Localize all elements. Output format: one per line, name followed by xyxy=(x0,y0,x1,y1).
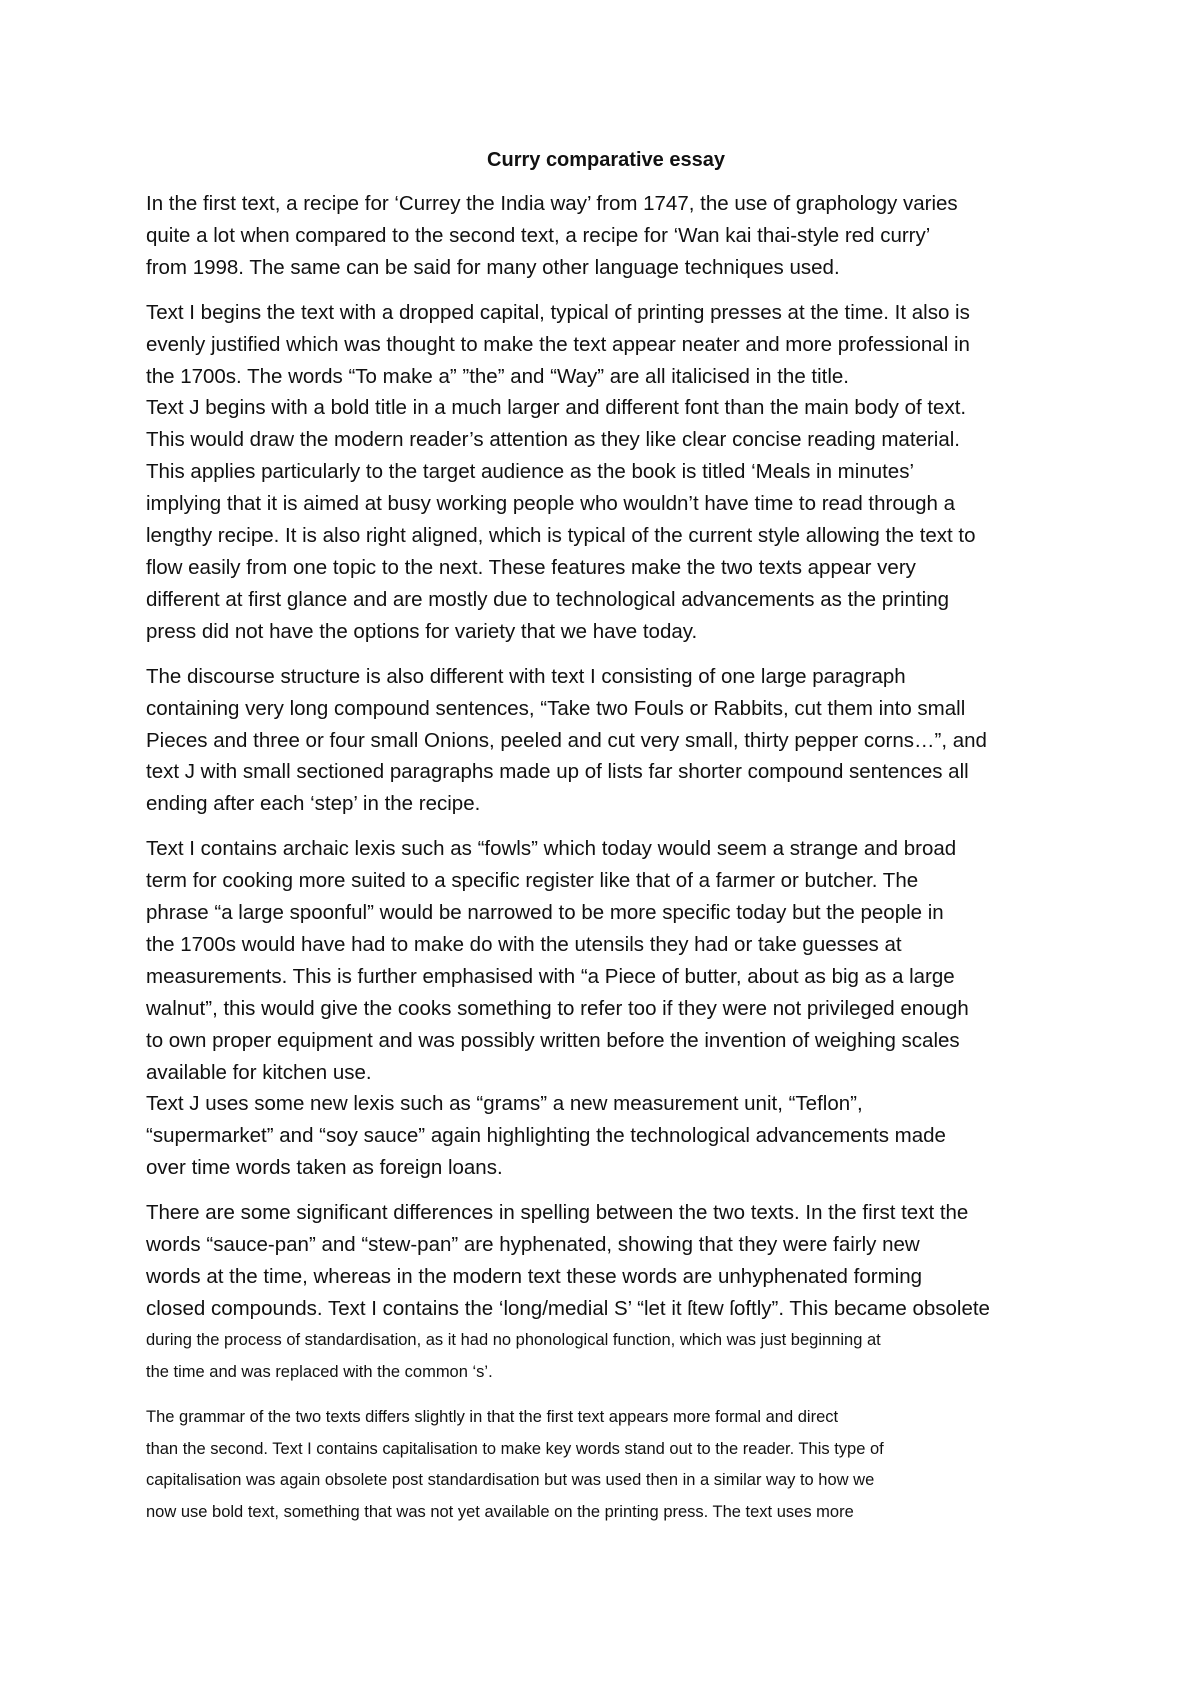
text-line: the 1700s. The words “To make a” ”the” and “Way” are all italicised in the title. xyxy=(146,364,850,388)
document-body xyxy=(146,146,1066,1542)
text-line: now use bold text, something that was not yet available on the printing press. The text uses more xyxy=(146,1503,854,1522)
text-line: Text I begins the text with a dropped capital, typical of printing presses at the time. It also is xyxy=(146,300,970,324)
text-line: This applies particularly to the target audience as the book is titled ‘Meals in minutes’ xyxy=(146,460,915,484)
text-line: from 1998. The same can be said for many other language techniques used. xyxy=(146,255,840,279)
text-line: implying that it is aimed at busy working people who wouldn’t have time to read through a xyxy=(146,492,956,516)
text-line: Text J begins with a bold title in a much larger and different font than the main body of text. xyxy=(146,396,967,420)
text-line: walnut”, this would give the cooks something to refer too if they were not privileged enough xyxy=(146,996,969,1020)
text-line: There are some significant differences in spelling between the two texts. In the first text the xyxy=(146,1201,969,1225)
text-line: In the first text, a recipe for ‘Currey the India way’ from 1747, the use of graphology varies xyxy=(146,192,958,215)
text-line: “supermarket” and “soy sauce” again highlighting the technological advancements made xyxy=(146,1124,946,1148)
text-line: The grammar of the two texts differs slightly in that the first text appears more formal and direct xyxy=(146,1407,839,1426)
paragraph-discourse xyxy=(146,661,1066,821)
text-line: measurements. This is further emphasised with “a Piece of butter, about as big as a large xyxy=(146,964,955,988)
text-line: different at first glance and are mostly due to technological advancements as the printing xyxy=(146,587,950,611)
text-line: flow easily from one topic to the next. These features make the two texts appear very xyxy=(146,555,916,579)
text-line: Text I contains archaic lexis such as “fowls” which today would seem a strange and broad xyxy=(146,837,957,861)
paragraph-spelling xyxy=(146,1197,1066,1388)
paragraph-graphology-text-j xyxy=(146,392,1066,647)
text-line: to own proper equipment and was possibly written before the invention of weighing scales xyxy=(146,1028,960,1052)
text-line: closed compounds. Text I contains the ‘long/medial S’ “let it ſtew ſoftly”. This became obsolete xyxy=(146,1296,990,1320)
text-line: Text J uses some new lexis such as “grams” a new measurement unit, “Teflon”, xyxy=(146,1092,863,1116)
text-line: the 1700s would have had to make do with the utensils they had or take guesses at xyxy=(146,932,902,956)
text-line: over time words taken as foreign loans. xyxy=(146,1156,503,1180)
text-line: press did not have the options for variety that we have today. xyxy=(146,619,698,643)
paragraph-lexis-text-j xyxy=(146,1088,1066,1184)
text-line: term for cooking more suited to a specific register like that of a farmer or butcher. The xyxy=(146,869,919,893)
text-line: ending after each ‘step’ in the recipe. xyxy=(146,792,481,816)
text-line: Pieces and three or four small Onions, peeled and cut very small, thirty pepper corns…”, and xyxy=(146,728,987,752)
text-line: words at the time, whereas in the modern text these words are unhyphenated forming xyxy=(146,1265,923,1288)
text-line: capitalisation was again obsolete post standardisation but was used then in a similar way to how we xyxy=(146,1471,875,1490)
paragraph-graphology-text-i xyxy=(146,297,1066,393)
text-line: available for kitchen use. xyxy=(146,1060,372,1084)
text-line: This would draw the modern reader’s attention as they like clear concise reading material. xyxy=(146,428,960,452)
text-line: The discourse structure is also different with text I consisting of one large paragraph xyxy=(146,664,906,688)
text-line: than the second. Text I contains capitalisation to make key words stand out to the reader. This type of xyxy=(146,1439,884,1458)
text-line: text J with small sectioned paragraphs made up of lists far shorter compound sentences all xyxy=(146,760,969,784)
text-line: containing very long compound sentences, “Take two Fouls or Rabbits, cut them into small xyxy=(146,696,966,720)
text-line: words “sauce-pan” and “stew-pan” are hyphenated, showing that they were fairly new xyxy=(146,1233,920,1257)
text-line: lengthy recipe. It is also right aligned, which is typical of the current style allowing the text to xyxy=(146,524,976,548)
text-line: quite a lot when compared to the second text, a recipe for ‘Wan kai thai-style red curry’ xyxy=(146,223,931,247)
text-line: the time and was replaced with the common ‘s’. xyxy=(146,1362,493,1381)
paragraph-intro xyxy=(146,188,1066,284)
document-title: Curry comparative essay xyxy=(487,149,725,171)
paragraph-lexis-text-i xyxy=(146,833,1066,1088)
text-line: phrase “a large spoonful” would be narrowed to be more specific today but the people in xyxy=(146,901,944,925)
paragraph-grammar xyxy=(146,1402,1066,1530)
text-line: during the process of standardisation, as it had no phonological function, which was just beginning at xyxy=(146,1330,881,1349)
text-line: evenly justified which was thought to make the text appear neater and more professional in xyxy=(146,332,970,356)
